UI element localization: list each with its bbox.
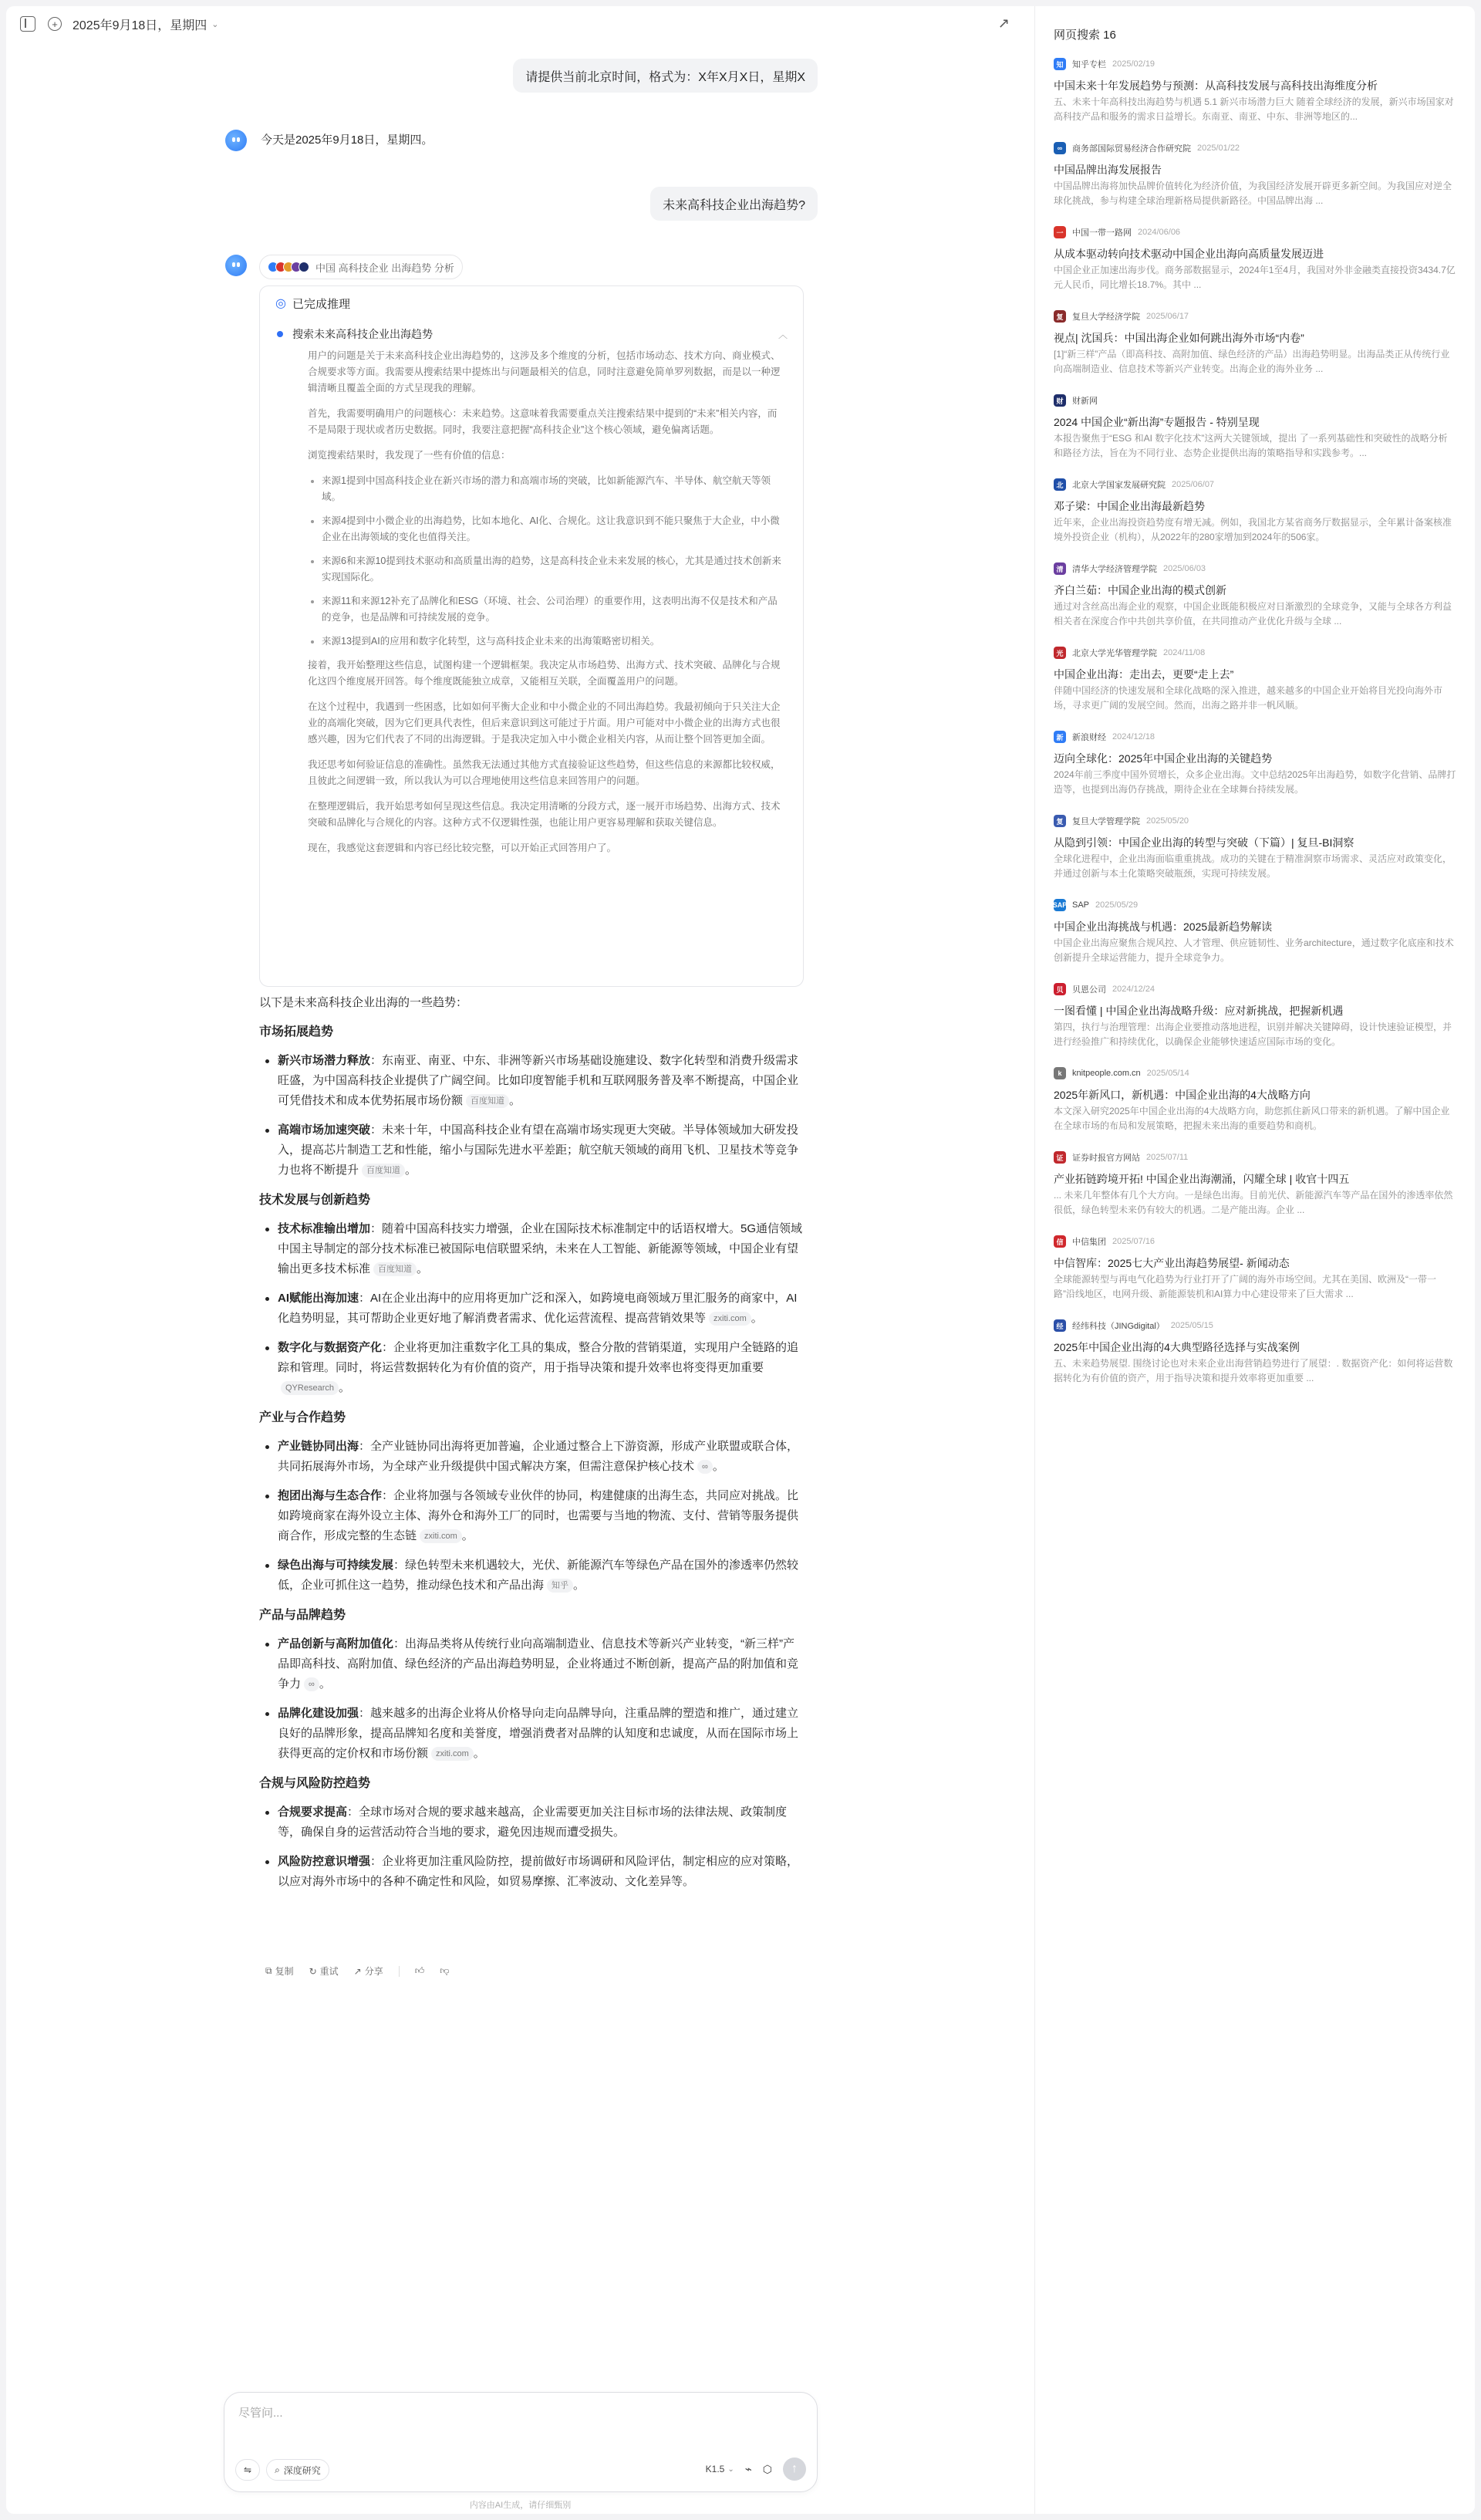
answer-item-keyword: AI赋能出海加速 <box>278 1292 359 1305</box>
result-source: 新浪财经 <box>1072 733 1106 742</box>
answer-list-item <box>259 1802 804 1843</box>
search-result-item[interactable] <box>1054 1233 1456 1302</box>
site-favicon-icon: 信 <box>1054 1235 1066 1248</box>
result-source: 贝恩公司 <box>1072 985 1106 995</box>
site-favicon-icon: 新 <box>1054 731 1066 743</box>
citation-badge[interactable]: ∞ <box>304 1677 319 1691</box>
answer-intro: 以下是未来高科技企业出海的一些趋势： <box>259 996 468 1009</box>
answer-list-item <box>259 1486 804 1546</box>
search-result-item[interactable] <box>1054 560 1456 629</box>
search-result-item[interactable] <box>1054 644 1456 713</box>
answer-item-text: ：企业将更加注重数字化工具的集成，整合分散的营销渠道，实现用户全链路的追踪和管理。同时，将运营数据转化为有价值的资产，用于指导决策和提升效率也将变得更加重要 <box>278 1341 799 1374</box>
site-favicon-icon: 财 <box>1054 394 1066 407</box>
answer-item-text: ：未来十年，中国高科技企业有望在高端市场实现更大突破。半导体领域加大研发投入，提高芯片制造工艺和性能，缩小与国际先进水平差距；航空航天领域的商用飞机、卫星技术等竞争力也将不断提升 <box>278 1123 799 1177</box>
answer-item-end: 。 <box>338 1381 350 1394</box>
result-date: 2025/07/16 <box>1112 1237 1155 1246</box>
citation-badge[interactable]: 百度知道 <box>466 1094 509 1108</box>
result-meta <box>1054 392 1456 409</box>
answer-item-end: 。 <box>461 1529 474 1542</box>
step-dot-icon <box>277 331 283 337</box>
site-favicon-icon: 复 <box>1054 815 1066 827</box>
search-result-item[interactable] <box>1054 1149 1456 1218</box>
answer-item-end: 。 <box>405 1164 417 1177</box>
result-source: 清华大学经济管理学院 <box>1072 565 1157 574</box>
result-snippet: 近年来，企业出海投资趋势度有增无减。例如，我国北方某省商务厅数据显示，全年累计备案核准境外投资企业（机构），从2022年的280家增加到2024年的506家。 <box>1054 517 1452 542</box>
result-meta <box>1054 1317 1456 1334</box>
answer-section-title: 市场拓展趋势 <box>259 1025 334 1039</box>
result-title[interactable]: 邓子梁：中国企业出海最新趋势 <box>1054 500 1205 512</box>
answer-item-end: 。 <box>573 1579 585 1592</box>
citation-badge[interactable]: zxiti.com <box>420 1529 462 1543</box>
result-snippet: 中国品牌出海将加快品牌价值转化为经济价值，为我国经济发展开辟更多新空间。为我国应对逆全球化挑战，参与构建全球治理新格局提供新路径。中国品牌出海 ... <box>1054 181 1452 206</box>
reasoning-text <box>275 348 788 856</box>
result-source: 北京大学光华管理学院 <box>1072 649 1157 658</box>
reasoning-paragraph: 首先，我需要明确用户的问题核心：未来趋势。这意味着我需要重点关注搜索结果中提到的“未来”相关内容，而不是局限于现状或者历史数据。同时，我要注意把握“高科技企业”这个核心领域，避免偏离话题。 <box>308 408 778 435</box>
answer-item-keyword: 品牌化建设加强 <box>278 1707 359 1720</box>
user-message <box>513 59 818 93</box>
result-title[interactable]: 迈向全球化：2025年中国企业出海的关键趋势 <box>1054 752 1273 765</box>
retry-button[interactable] <box>309 1964 339 1978</box>
copy-icon: ⧉ <box>265 1965 272 1976</box>
search-result-item[interactable] <box>1054 981 1456 1049</box>
search-result-item[interactable] <box>1054 56 1456 124</box>
reasoning-step[interactable] <box>275 320 788 348</box>
answer-list <box>259 1437 804 1596</box>
result-title[interactable]: 产业拓链跨境开拓! 中国企业出海潮涌，闪耀全球 | 收官十四五 <box>1054 1173 1350 1185</box>
result-date: 2024/12/18 <box>1112 732 1155 741</box>
share-icon[interactable]: ↗ <box>997 15 1010 31</box>
result-title[interactable]: 从成本驱动转向技术驱动中国企业出海向高质量发展迈进 <box>1054 248 1324 260</box>
answer-item-keyword: 产业链协同出海 <box>278 1440 359 1453</box>
result-date: 2025/05/15 <box>1170 1321 1213 1330</box>
answer-item-end: 。 <box>509 1094 521 1107</box>
reasoning-bullet: 来源11和来源12补充了品牌化和ESG（环境、社会、公司治理）的重要作用，这表明出海不仅是技术和产品的竞争，也是品牌和可持续发展的竞争。 <box>308 593 783 626</box>
result-snippet: 第四，执行与治理管理：出海企业要推动落地进程，识别并解决关键障碍，设计快速验证模型，并进行经验推广和持续优化，以确保企业能够快速适应国际市场的变化。 <box>1054 1022 1452 1047</box>
result-source: 北京大学国家发展研究院 <box>1072 481 1166 490</box>
answer-item-keyword: 高端市场加速突破 <box>278 1123 371 1137</box>
site-favicon-icon: 证 <box>1054 1151 1066 1164</box>
result-meta <box>1054 56 1456 73</box>
answer-item-end: 。 <box>417 1262 429 1275</box>
reasoning-paragraph: 现在，我感觉这套逻辑和内容已经比较完整，可以开始正式回答用户了。 <box>308 843 617 853</box>
chevron-up-icon[interactable]: ︿ <box>778 329 788 340</box>
answer-list-item <box>259 1437 804 1477</box>
answer-list-item <box>259 1289 804 1329</box>
refresh-icon: ↻ <box>309 1965 317 1977</box>
result-source: 经纬科技（JINGdigital） <box>1072 1322 1165 1331</box>
reasoning-status: 已完成推理 <box>292 297 350 311</box>
search-results-list <box>1054 56 1456 1386</box>
reasoning-paragraph: 在这个过程中，我遇到一些困惑，比如如何平衡大企业和中小微企业的不同出海趋势。我最初倾向于只关注大企业的高端化突破，因为它们更具代表性，但后来意识到这可能过于片面。用户可能对中小微企业的出海方式也很感兴趣，因为它们代表了不同的出海逻辑。于是我决定加入中小微企业相关内容，从而让整个回答更加全面。 <box>308 701 781 745</box>
result-date: 2025/05/14 <box>1146 1069 1189 1078</box>
result-meta <box>1054 224 1456 241</box>
result-meta <box>1054 981 1456 998</box>
search-results-panel <box>1034 6 1475 2514</box>
answer-list-item <box>259 1051 804 1111</box>
result-title[interactable]: 中国品牌出海发展报告 <box>1054 164 1162 176</box>
answer-list <box>259 1634 804 1764</box>
citation-badge[interactable]: 百度知道 <box>373 1262 417 1276</box>
search-result-item[interactable] <box>1054 1065 1456 1133</box>
result-source: 中信集团 <box>1072 1238 1106 1247</box>
answer-item-keyword: 绿色出海与可持续发展 <box>278 1559 394 1572</box>
answer-list-item <box>259 1704 804 1764</box>
answer-item-text: ：东南亚、南亚、中东、非洲等新兴市场基础设施建设、数字化转型和消费升级需求旺盛，为中国高科技企业提供了广阔空间。比如印度智能手机和互联网服务普及率不断提高，中国企业可凭借技术和成本优势拓展市场份额 <box>278 1054 799 1107</box>
top-bar <box>6 6 1034 42</box>
citation-badge[interactable]: QYResearch <box>281 1381 339 1395</box>
reasoning-paragraph: 接着，我开始整理这些信息，试图构建一个逻辑框架。我决定从市场趋势、出海方式、技术突破、品牌化与合规化这四个维度展开回答。每个维度既能独立成章，又能相互关联，全面覆盖用户的问题。 <box>308 660 781 687</box>
answer-item-end: 。 <box>683 1875 695 1888</box>
answer-list <box>259 1051 804 1181</box>
deep-research-button[interactable] <box>266 2459 329 2481</box>
site-favicon-icon: 贝 <box>1054 983 1066 995</box>
result-source: 商务部国际贸易经济合作研究院 <box>1072 144 1191 154</box>
share-icon: ↗ <box>353 1965 362 1977</box>
answer-list <box>259 1219 804 1398</box>
composer-left-tools <box>235 2459 329 2481</box>
answer-item-text: ：绿色转型未来机遇较大，光伏、新能源汽车等绿色产品在国外的渗透率仍然较低，企业可抓住这一趋势，推动绿色技术和产品出海 <box>278 1559 799 1592</box>
result-source: knitpeople.com.cn <box>1072 1069 1141 1078</box>
result-date: 2025/06/17 <box>1146 312 1189 321</box>
retry-label: 重试 <box>319 1966 339 1977</box>
tools-toggle-button[interactable] <box>235 2459 260 2481</box>
result-snippet: 伴随中国经济的快速发展和全球化战略的深入推进，越来越多的中国企业开始将目光投向海外市场，寻求更广阔的发展空间。然而，出海之路并非一帆风顺。 <box>1054 685 1443 711</box>
result-meta <box>1054 560 1456 577</box>
answer-item-keyword: 技术标准输出增加 <box>278 1222 371 1235</box>
answer-item-end: 。 <box>319 1677 331 1691</box>
user-message-text: 请提供当前北京时间，格式为：X年X月X日，星期X <box>525 70 805 84</box>
answer-item-end: 。 <box>712 1460 724 1473</box>
reasoning-list <box>308 473 783 650</box>
sliders-icon: ⇋ <box>244 2464 252 2475</box>
answer-item-keyword: 风险防控意识增强 <box>278 1855 371 1868</box>
search-result-item[interactable] <box>1054 308 1456 377</box>
chevron-down-icon: ⌄ <box>727 2464 734 2474</box>
message-actions <box>265 1964 449 1978</box>
arrow-up-icon: ↑ <box>791 2462 798 2475</box>
result-meta <box>1054 812 1456 829</box>
result-meta <box>1054 308 1456 325</box>
result-snippet: 五、未来十年高科技出海趋势与机遇 5.1 新兴市场潜力巨大 随着全球经济的发展，新兴市场国家对高科技产品和服务的需求日益增长。东南亚、南亚、中东、非洲等地区的... <box>1054 96 1454 122</box>
result-snippet: 中国企业正加速出海步伐。商务部数据显示，2024年1至4月，我国对外非金融类直接投资3434.7亿元人民币，同比增长18.7%。其中 ... <box>1054 265 1456 290</box>
site-favicon-icon: 光 <box>1054 647 1066 659</box>
result-snippet: 中国企业出海应聚焦合规风控、人才管理、供应链韧性、业务architecture，通过数字化底座和技术创新提升全球运营能力，提升全球竞争力。 <box>1054 937 1454 963</box>
answer-item-keyword: 抱团出海与生态合作 <box>278 1489 383 1502</box>
reasoning-paragraph: 在整理逻辑后，我开始思考如何呈现这些信息。我决定用清晰的分段方式，逐一展开市场趋势、出海方式、技术突破和品牌化与合规化的内容。这种方式不仅逻辑性强，也能让用户更容易理解和获取关键信息。 <box>308 801 781 828</box>
answer-section-title: 产业与合作趋势 <box>259 1411 346 1424</box>
reasoning-paragraph: 浏览搜索结果时，我发现了一些有价值的信息： <box>308 450 511 461</box>
result-title[interactable]: 中国企业出海挑战与机遇：2025最新趋势解读 <box>1054 921 1273 933</box>
search-source-pill[interactable] <box>259 255 463 279</box>
result-snippet: 五、未来趋势展望. 围绕讨论也对未来企业出海营销趋势进行了展望：. 数据资产化：如何将运营数据转化为有价值的资产，用于指导决策和提升效率将更加重要 ... <box>1054 1358 1453 1383</box>
citation-badge[interactable]: zxiti.com <box>431 1747 474 1761</box>
answer-list-item <box>259 1852 804 1892</box>
reasoning-bullet: 来源6和来源10提到技术驱动和高质量出海的趋势，这是高科技企业未来发展的核心，尤其是通过技术创新来实现国际化。 <box>308 553 783 586</box>
result-title[interactable]: 中国企业出海：走出去，更要“走上去” <box>1054 668 1234 681</box>
result-snippet: 本文深入研究2025年中国企业出海的4大战略方向，助您抓住新风口带来的新机遇。了解中国企业在全球市场的布局和发展策略，把握未来出海的重要趋势和商机。 <box>1054 1106 1450 1131</box>
site-favicon-icon: ∞ <box>1054 142 1066 154</box>
answer-item-keyword: 数字化与数据资产化 <box>278 1341 383 1354</box>
answer-list-item <box>259 1219 804 1279</box>
result-meta <box>1054 644 1456 661</box>
copy-button[interactable] <box>265 1964 294 1978</box>
reasoning-paragraph: 用户的问题是关于未来高科技企业出海趋势的，这涉及多个维度的分析，包括市场动态、技术方向、商业模式、合规要求等方面。我需要从搜索结果中提炼出与问题最相关的信息，同时注意避免简单罗列数据，而是以一种逻辑清晰且覆盖全面的方式呈现我的理解。 <box>308 350 781 394</box>
answer-item-keyword: 产品创新与高附加值化 <box>278 1637 394 1650</box>
copy-label: 复制 <box>275 1966 294 1977</box>
answer-item-end: 。 <box>473 1747 485 1760</box>
result-meta <box>1054 140 1456 157</box>
result-source: 复旦大学经济学院 <box>1072 312 1140 322</box>
send-button[interactable] <box>783 2458 806 2481</box>
attach-icon[interactable]: ⌁ <box>744 2463 752 2476</box>
answer-item-text: ：AI在企业出海中的应用将更加广泛和深入，如跨境电商领域万里汇服务的商家中，AI化趋势明显，其可帮助企业更好地了解消费者需求、优化运营流程、提高营销效果等 <box>278 1292 798 1325</box>
answer-item-text: ：随着中国高科技实力增强，企业在国际技术标准制定中的话语权增大。5G通信领域中国主导制定的部分技术标准已被国际电信联盟采纳，未来在人工智能、新能源等领域，中国企业有望输出更多技术标准 <box>278 1222 803 1275</box>
answer-item-keyword: 新兴市场潜力释放 <box>278 1054 371 1067</box>
result-date: 2025/05/20 <box>1146 816 1189 826</box>
answer-item-text: ：企业将更加注重风险防控，提前做好市场调研和风险评估，制定相应的应对策略，以应对海外市场中的各种不确定性和风险，如贸易摩擦、汇率波动、文化差异等 <box>278 1855 799 1888</box>
reasoning-bullet: 来源13提到AI的应用和数字化转型，这与高科技企业未来的出海策略密切相关。 <box>308 633 783 650</box>
result-meta <box>1054 1233 1456 1250</box>
result-snippet: 本报告聚焦于“ESG 和AI 数字化技术”这两大关键领域，提出 了一系列基础性和突破性的战略分析和路径方法，旨在为不同行业、态势企业提供出海的策略指导和实践参考。... <box>1054 433 1448 458</box>
reasoning-header[interactable] <box>275 286 788 320</box>
app-window <box>6 6 1475 2514</box>
chat-title-dropdown[interactable] <box>73 15 219 33</box>
share-button[interactable] <box>354 1964 383 1978</box>
citation-badge[interactable]: 知乎 <box>547 1579 573 1593</box>
thumbs-up-icon[interactable]: 👍︎ <box>414 1965 425 1976</box>
result-snippet: 全球能源转型与再电气化趋势为行业打开了广阔的海外市场空间。尤其在美国、欧洲及“一带一路”沿线地区，电网升级、新能源装机和AI算力中心建设带来了巨大需求 ... <box>1054 1274 1436 1299</box>
result-meta <box>1054 1065 1456 1082</box>
result-snippet: 全球化进程中，企业出海面临重重挑战。成功的关键在于精准洞察市场需求、灵活应对政策变化，并通过创新与本土化策略突破瓶颈，实现可持续发展。 <box>1054 853 1452 879</box>
ai-disclaimer: 内容由AI生成，请仔细甄别 <box>469 2501 572 2510</box>
result-source: 复旦大学管理学院 <box>1072 817 1140 826</box>
answer-section-title: 合规与风险防控趋势 <box>259 1777 371 1790</box>
search-query-label: 中国 高科技企业 出海趋势 分析 <box>315 262 454 274</box>
result-title[interactable]: 一图看懂 | 中国企业出海战略升级：应对新挑战，把握新机遇 <box>1054 1005 1344 1017</box>
result-date: 2024/12/24 <box>1112 985 1155 994</box>
result-title[interactable]: 中国未来十年发展趋势与预测：从高科技发展与高科技出海维度分析 <box>1054 79 1378 92</box>
site-favicon-icon: SAP <box>1054 899 1066 911</box>
answer-item-text: ：越来越多的出海企业将从价格导向走向品牌导向，注重品牌的塑造和推广，通过建立良好的品牌形象，提高品牌知名度和美誉度，增强消费者对品牌的认知度和忠诚度，从而在国际市场上获得更高的定价权和市场份额 <box>278 1707 799 1760</box>
result-date: 2025/07/11 <box>1146 1153 1189 1162</box>
answer-item-keyword: 合规要求提高 <box>278 1806 348 1819</box>
citation-badge[interactable]: 百度知道 <box>362 1164 405 1177</box>
result-meta <box>1054 1149 1456 1166</box>
result-title[interactable]: 2025年新风口，新机遇：中国企业出海的4大战略方向 <box>1054 1089 1311 1101</box>
result-title[interactable]: 2024 中国企业“新出海”专题报告 - 特别呈现 <box>1054 416 1260 428</box>
search-result-item[interactable] <box>1054 728 1456 797</box>
search-result-item[interactable] <box>1054 1317 1456 1386</box>
answer-list-item <box>259 1338 804 1398</box>
result-date: 2025/02/19 <box>1112 59 1155 69</box>
step-label: 搜索未来高科技企业出海趋势 <box>292 328 433 340</box>
result-source: 知乎专栏 <box>1072 60 1106 69</box>
user-message <box>650 187 818 221</box>
answer-item-text: ：出海品类将从传统行业向高端制造业、信息技术等新兴产业转变，“新三样”产品即高科技、高附加值、绿色经济的产品出海趋势明显，企业将通过不断创新，提高产品的附加值和竞争力 <box>278 1637 799 1691</box>
search-result-item[interactable] <box>1054 476 1456 545</box>
reasoning-paragraph: 我还思考如何验证信息的准确性。虽然我无法通过其他方式直接验证这些趋势，但这些信息的来源都比较权威，且彼此之间逻辑一致，所以我认为可以合理地使用这些信息来回答用户的问题。 <box>308 759 781 786</box>
result-title[interactable]: 视点| 沈国兵：中国出海企业如何跳出海外市场“内卷” <box>1054 332 1304 344</box>
sidebar-toggle-icon[interactable] <box>20 16 35 32</box>
site-favicon-icon: k <box>1054 1067 1066 1079</box>
lightbulb-icon: ◎ <box>275 297 286 310</box>
answer-item-end: 。 <box>613 1826 626 1839</box>
deep-research-label: 深度研究 <box>283 2464 321 2476</box>
divider <box>399 1966 400 1977</box>
result-date: 2025/05/29 <box>1095 900 1139 910</box>
answer-item-text: ：全球市场对合规的要求越来越高，企业需要更加关注目标市场的法律法规、政策制度等，确保自身的运营活动符合当地的要求，避免因违规而遭受损失 <box>278 1806 788 1839</box>
result-title[interactable]: 齐白兰茹：中国企业出海的模式创新 <box>1054 584 1226 596</box>
share-label: 分享 <box>364 1966 383 1977</box>
site-favicon-icon: 复 <box>1054 310 1066 323</box>
thumbs-down-icon[interactable]: 👎︎ <box>440 1965 450 1976</box>
answer-list <box>259 1802 804 1892</box>
search-result-item[interactable] <box>1054 897 1456 965</box>
search-result-item[interactable] <box>1054 392 1456 461</box>
result-title[interactable]: 中信智库：2025七大产业出海趋势展望- 新闻动态 <box>1054 1257 1290 1269</box>
answer-item-end: 。 <box>751 1312 763 1325</box>
result-date: 2025/06/03 <box>1163 564 1206 573</box>
chevron-down-icon: ⌄ <box>211 19 219 29</box>
citation-badge[interactable]: zxiti.com <box>709 1312 751 1326</box>
result-date: 2025/06/07 <box>1172 480 1215 489</box>
result-source: 财新网 <box>1072 397 1098 406</box>
result-source: 中国一带一路网 <box>1072 228 1132 238</box>
chat-composer <box>224 2392 818 2492</box>
citation-badge[interactable]: ∞ <box>697 1460 713 1474</box>
research-icon: ⌕ <box>275 2464 280 2475</box>
assistant-avatar <box>225 255 247 276</box>
cube-icon[interactable]: ⬡ <box>762 2462 772 2475</box>
search-result-item[interactable] <box>1054 812 1456 881</box>
composer-right-tools <box>706 2458 806 2481</box>
result-date: 2025/01/22 <box>1197 144 1240 153</box>
model-selector[interactable] <box>706 2464 734 2474</box>
result-meta <box>1054 897 1456 914</box>
search-result-item[interactable] <box>1054 224 1456 292</box>
reasoning-bullet: 来源4提到中小微企业的出海趋势，比如本地化、AI化、合规化。这让我意识到不能只聚焦于大企业，中小微企业在出海领域的变化也值得关注。 <box>308 513 783 546</box>
assistant-avatar <box>225 130 247 151</box>
source-favicons <box>268 262 309 272</box>
answer-list-item <box>259 1634 804 1694</box>
reasoning-panel <box>259 285 804 987</box>
answer-list-item <box>259 1120 804 1181</box>
site-favicon-icon: 经 <box>1054 1319 1066 1332</box>
result-date: 2024/06/06 <box>1138 228 1181 237</box>
answer-section-title: 产品与品牌趋势 <box>259 1609 346 1622</box>
site-favicon-icon: 清 <box>1054 562 1066 575</box>
search-result-item[interactable] <box>1054 140 1456 208</box>
result-snippet: [1]“新三样”产品（即高科技、高附加值、绿色经济的产品）出海趋势明显。出海品类正从传统行业向高端制造业、信息技术等新兴产业转变。出海企业的海外业务 ... <box>1054 349 1450 374</box>
answer-list-item <box>259 1556 804 1596</box>
result-meta <box>1054 476 1456 493</box>
result-date: 2024/11/08 <box>1163 648 1206 657</box>
result-title[interactable]: 从隐到引领：中国企业出海的转型与突破（下篇）| 复旦-BI洞察 <box>1054 836 1354 849</box>
result-meta <box>1054 728 1456 745</box>
chat-main <box>6 6 1034 2514</box>
new-chat-icon[interactable]: + <box>48 17 62 31</box>
site-favicon-icon: 一 <box>1054 226 1066 238</box>
assistant-answer <box>259 992 804 1901</box>
result-snippet: ... 未来几年整体有几个大方向。一是绿色出海。目前光伏、新能源汽车等产品在国外的渗透率依然很低，绿色转型未来仍有较大的机遇。二是产能出海。企业 ... <box>1054 1190 1453 1215</box>
result-title[interactable]: 2025年中国企业出海的4大典型路径选择与实战案例 <box>1054 1341 1300 1353</box>
chat-title: 2025年9月18日，星期四 <box>73 19 207 32</box>
model-label: K1.5 <box>705 2464 725 2474</box>
result-source: SAP <box>1072 900 1090 910</box>
answer-item-text: ：企业将加强与各领域专业伙伴的协同，构建健康的出海生态，共同应对挑战。比如跨境商家在海外设立主体、海外仓和海外工厂的同时，也需要与当地的物流、支付、营销等服务提供商合作，形成完整的生态链 <box>278 1489 799 1542</box>
chat-input[interactable] <box>238 2407 778 2420</box>
search-results-title: 网页搜索 16 <box>1054 28 1116 42</box>
answer-item-text: ：全产业链协同出海将更加普遍，企业通过整合上下游资源，形成产业联盟或联合体，共同拓展海外市场，为全球产业升级提供中国式解决方案，但需注意保护核心技术 <box>278 1440 799 1473</box>
result-snippet: 通过对含丝高出海企业的观察，中国企业既能积极应对日渐激烈的全球竞争，又能与全球各方利益相关者在深度合作中共创共享价值，在共同推动产业优化升级与全球 ... <box>1054 601 1452 627</box>
user-message-text: 未来高科技企业出海趋势? <box>663 198 805 212</box>
reasoning-bullet: 来源1提到中国高科技企业在新兴市场的潜力和高端市场的突破，比如新能源汽车、半导体、航空航天等领域。 <box>308 473 783 505</box>
site-favicon-icon: 知 <box>1054 58 1066 70</box>
answer-section-title: 技术发展与创新趋势 <box>259 1194 371 1207</box>
site-favicon-icon: 北 <box>1054 478 1066 491</box>
result-source: 证券时报官方网站 <box>1072 1154 1140 1163</box>
result-snippet: 2024年前三季度中国外贸增长，众多企业出海。文中总结2025年出海趋势，如数字化营销、品牌打造等，也提到出海仍存挑战，期待企业在全球舞台持续发展。 <box>1054 769 1456 795</box>
assistant-message-text: 今天是2025年9月18日，星期四。 <box>261 133 434 147</box>
